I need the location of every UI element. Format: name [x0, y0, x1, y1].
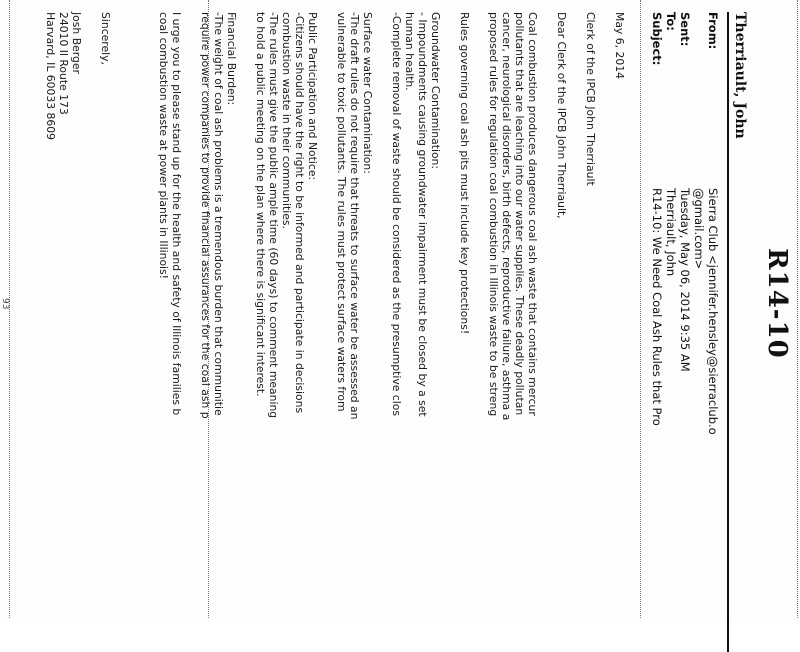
groundwater-line: - Impoundments causing groundwater impairment must be closed by a set — [416, 12, 429, 417]
public-participation-line: -Citizens should have the right to be informed and participate in decisions — [293, 12, 306, 414]
intro-paragraph-line: Coal combustion produces dangerous coal ash waste that contains mercur — [526, 12, 539, 416]
signature-name: Josh Berger — [70, 12, 83, 74]
surface-water-line: -The draft rules do not require that threats to surface water be assessed an — [348, 12, 361, 420]
intro-paragraph-line: cancer, neurological disorders, birth defects, reproductive failure, asthma a — [500, 12, 513, 421]
docket-stamp: R14-10 — [762, 248, 792, 359]
subject-label: Subject: — [650, 12, 664, 66]
public-participation-line: combustion waste in their communities. — [280, 12, 293, 229]
groundwater-line: human health. — [403, 12, 416, 91]
financial-burden-line: -The weight of coal ash problems is a tremendous burden that communitie — [212, 12, 225, 416]
intro-paragraph-line: proposed rules for regulation coal combustion in Illinois waste to be streng — [487, 12, 500, 417]
signature-address-line: Harvard, IL 60033 8609 — [44, 12, 57, 141]
scan-artifact-line — [640, 0, 641, 618]
financial-burden-heading: Financial Burden: — [225, 12, 238, 106]
public-participation-heading: Public Participation and Notice: — [306, 12, 319, 181]
from-value: Sierra Club <jennifer.hensley@sierraclub.o — [706, 188, 720, 435]
surface-water-heading: Surface water Contamination: — [361, 12, 374, 174]
letter-recipient: Clerk of the IPCB John Therriault — [584, 12, 597, 186]
groundwater-line: -Complete removal of waste should be considered as the presumptive clos — [390, 12, 403, 416]
page-number: 93 — [0, 298, 10, 310]
closing-line: I urge you to please stand up for the health and safety of Illinois families b — [170, 12, 183, 416]
letter-date: May 6, 2014 — [613, 12, 626, 79]
from-value-cont: @gmail.com> — [692, 188, 706, 270]
public-participation-line: -The rules must give the public ample time (60 days) to comment meaning — [267, 12, 280, 419]
header-rule — [727, 12, 729, 652]
letter-salutation: Dear Clerk of the IPCB John Therriault, — [555, 12, 568, 219]
sent-value: Tuesday, May 06, 2014 9:35 AM — [678, 188, 692, 372]
from-label: From: — [706, 12, 720, 50]
surface-water-line: vulnerable to toxic pollutants. The rules must protect surface waters from — [335, 12, 348, 412]
financial-burden-line: require power companies to provide financial assurances for the coal ash p — [199, 12, 212, 419]
intro-paragraph-line: pollutants that are leaching into our water supplies. These deadly pollutan — [513, 12, 526, 416]
closing-line: coal combustion waste at power plants in Illinois! — [157, 12, 170, 280]
sent-label: Sent: — [678, 12, 692, 47]
signature-address-line: 24010 Il Route 173 — [57, 12, 70, 115]
to-label: To: — [664, 12, 678, 31]
to-value: Therriault, John — [664, 188, 678, 277]
scan-artifact-line — [797, 0, 798, 618]
groundwater-heading: Groundwater Contamination: — [429, 12, 442, 170]
sign-off: Sincerely, — [99, 12, 112, 65]
public-participation-line: to hold a public meeting on the plan where there is significant interest. — [254, 12, 267, 397]
subject-value: R14-10: We Need Coal Ash Rules that Pro — [650, 188, 664, 426]
rules-intro: Rules governing coal ash pits must include key protections! — [458, 12, 471, 335]
sender-name: Therriault, John — [732, 12, 748, 139]
